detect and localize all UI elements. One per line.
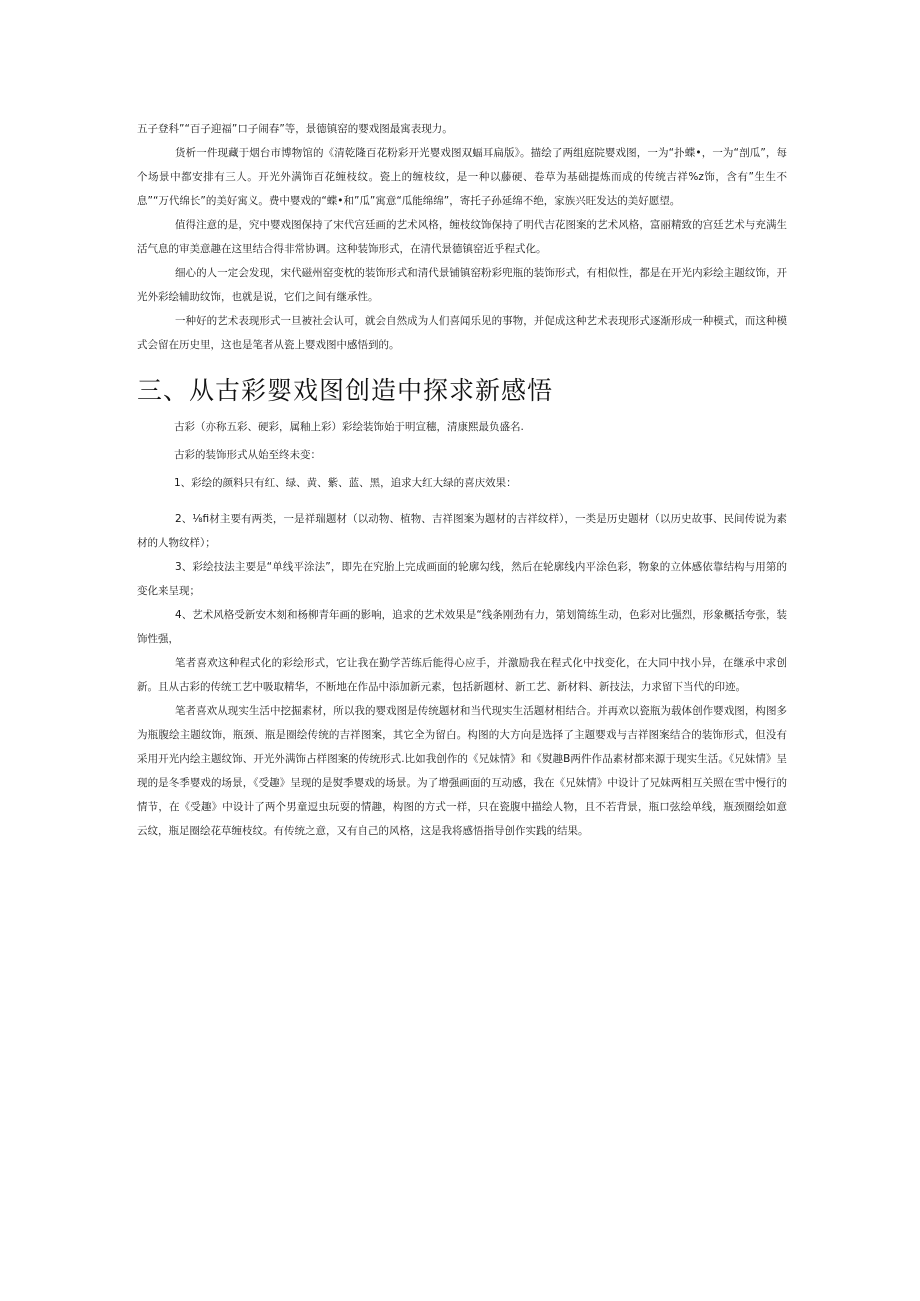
paragraph-style-note: 值得注意的是，究中婴戏图保持了宋代宫廷画的艺术风格，缠枝纹饰保持了明代吉花图案的艺术风格，富丽精致的宫廷艺术与充满生活气息的审美意趣在这里结合得非常协调。这种装饰形式，在清代景德镇窑近乎程式化。 xyxy=(137,219,787,255)
list-item-4: 4、艺术风格受新安木刻和杨柳青年画的影响，追求的艺术效果是“线条刚劲有力，第划简练生动，色彩对比强烈，形象概括夸张，装饰性强， xyxy=(137,609,787,645)
paragraph-author-style: 笔者喜欢这种程式化的彩绘形式，它让我在勤学苦练后能得心应手，并激励我在程式化中找变化，在大同中找小异，在继承中求创新。且从古彩的传统工艺中吸取精华，不断地在作品中添加新元素，包括新题材、新工艺、新材料、新技法，力求留下当代的印迹。 xyxy=(137,657,787,693)
document-body xyxy=(137,117,787,843)
paragraph-inheritance: 细心的人一定会发现，宋代磁州窑变枕的装饰形式和清代景铺镇窑粉彩兜瓶的装饰形式，有相似性，都是在开光内彩绘主题纹饰，开光外彩绘辅助纹饰，也就是说，它们之间有继承性。 xyxy=(137,267,787,303)
paragraph-author-works: 笔者喜欢从现实生活中挖掘素材，所以我的婴戏图是传统题材和当代现实生活题材相结合。并再欢以瓷瓶为载体创作婴戏图，构图多为瓶腹绘主题纹饰，瓶颈、瓶是圈绘传统的吉祥图案，其它全为留白。构图的大方向是选择了主题婴戏与吉祥图案结合的装饰形式，但没有采用开光内绘主题纹饰、开光外满饰占样图案的传统形式.比如我创作的《兄妹情》和《熨趣B两件作品素材都来源于现实生活。《兄妹情》呈现的是冬季婴戏的场景，《受趣》呈现的是熨季婴戏的场景。为了增强画面的互动感，我在《兄妹情》中设计了兄妹两相互关照在雪中慢行的情节，在《受趣》中设计了两个男童逗虫玩耍的情趣，构图的方式一样，只在瓷腹中描绘人物，且不若背景，瓶口弦绘单线，瓶颈圈绘如意云纹，瓶足圈绘花草缠枝纹。有传统之意，又有自己的风格，这是我将感悟指导创作实践的结果。 xyxy=(137,705,787,837)
list-item-3: 3、彩绘技法主要是“单线平涂法”，即先在究胎上完成画面的轮廓勾线，然后在轮廓线内平涂色彩，物象的立体感依靠结构与用第的变化来呈现； xyxy=(137,561,787,597)
section-heading: 三、从古彩婴戏图创造中探求新感悟 xyxy=(137,376,554,405)
line-gucai-intro: 古彩（亦称五彩、硬彩，属釉上彩）彩绘装饰始于明宣穗，清康熙最负盛名. xyxy=(174,421,524,433)
spacer xyxy=(137,497,787,507)
paragraph-vase-analysis: 货析一件现藏于烟台市博物馆的《清乾隆百花粉彩开光婴戏图双蝠耳扁版》。描绘了两组庭院婴戏图，一为“扑蝶•，一为“剖瓜”，每个场景中都安排有三人。开光外满饰百花缠枝纹。瓷上的缠枝纹，是一种以藤硬、卷草为基础提炼而成的传统吉祥%z饰，含有”生生不息”“万代绵长”的美好寓义。费中婴戏的“蝶•和”瓜”寓意“瓜能绵绵”，寄托子孙延绵不绝，家族兴旺发达的美好愿望。 xyxy=(137,147,787,207)
paragraph-art-form: 一种好的艺术表现形式一旦被社会认可，就会自然成为人们喜闻乐见的事物，并促成这种艺术表现形式逐渐形成一种模式，而这种模式会留在历史里，这也是笔者从瓷上婴戏图中感悟到的。 xyxy=(137,315,787,351)
list-item-2: 2、⅛fi材主要有两类，一是祥瑞题材（以动物、植物、吉祥图案为题材的吉祥纹样），一类是历史题材（以历史故事、民间传说为素材的人物纹样）； xyxy=(137,513,787,549)
paragraph-continuation: 五子登科”“百子迎福”口子闹春”等，景德镇窑的婴戏图最寓表现力。 xyxy=(137,123,453,135)
line-decor-unchanged: 古彩的装饰形式从始至终未变： xyxy=(174,449,321,461)
list-item-1: 1、彩绘的颜料只有红、绿、黄、紫、蓝、黑，追求大红大绿的喜庆效果： xyxy=(174,477,517,489)
